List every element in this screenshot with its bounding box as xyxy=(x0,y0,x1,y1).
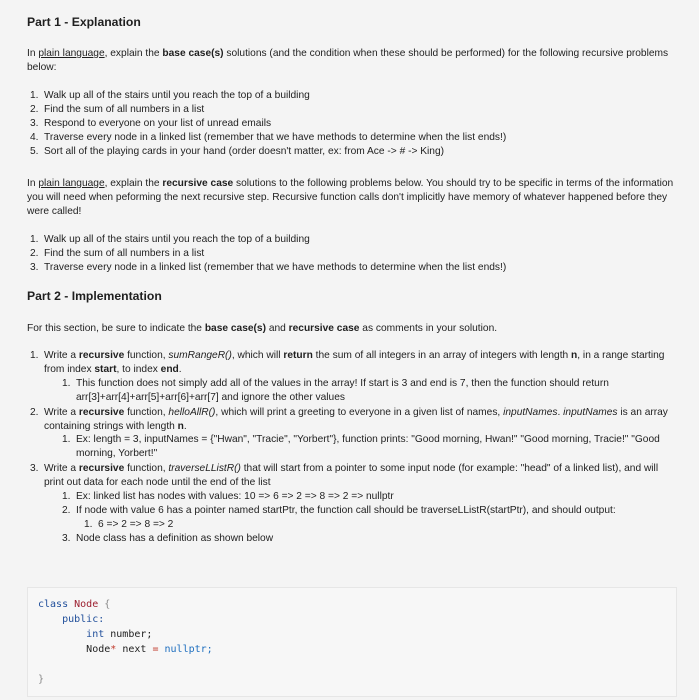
base-case-list xyxy=(30,89,674,159)
implementation-list xyxy=(30,349,674,546)
list-item: 1. Walk up all of the stairs until you reach the top of a building xyxy=(30,90,310,101)
sub-sub-list-item: 1. 6 => 2 => 8 => 2 xyxy=(84,518,174,530)
part2-heading: Part 2 - Implementation xyxy=(27,289,162,303)
sub-list xyxy=(44,377,674,405)
sub-list-item: 2. If node with value 6 has a pointer named startPtr, the function call should be traverseLListR(startPtr), and should output: 1. 6 => 2 => 8 => 2 xyxy=(76,504,674,532)
list-item: 2. Find the sum of all numbers in a list xyxy=(30,247,205,259)
list-item: 3. Traverse every node in a linked list (remember that we have methods to determine when the list ends!) xyxy=(30,261,507,273)
sub-list-item: 1. Ex: linked list has nodes with values: 10 => 6 => 2 => 8 => 2 => nullptr xyxy=(62,491,394,503)
plain-language-link[interactable]: plain language xyxy=(38,48,105,59)
sub-list-item: 1. This function does not simply add all of the values in the array! If start is 3 and end is 7, then the function should return arr[3]+arr[4]+arr[5]+arr[6]+arr[7] and ignore the other values xyxy=(62,377,609,403)
list-item: 1. Write a recursive function, sumRangeR(), which will return the sum of all integers in an array of integers with length n, in a range starting from index start, to index end. 1. This function does not simply add all of the values in the array! If start is 3 and end is 7, then the function should return arr[3]+arr[4]+arr[5]+arr[6]+arr[7] and ignore the other values xyxy=(44,349,674,405)
list-item: 5. Sort all of the playing cards in your hand (order doesn't matter, ex: from Ace -> # -> King) xyxy=(30,145,445,157)
list-item: 2. Write a recursive function, helloAllR(), which will print a greeting to everyone in a given list of names, inputNames. inputNames is an array containing strings with length n. 1. Ex: length = 3, inputNames = {"Hwan", "Tracie", "Yorbert"}, function prints: "Good morning, Hwan!" "Good morning, Tracie!" "Good morning, Yorbert!" xyxy=(44,406,674,462)
sub-list-item: 1. Ex: length = 3, inputNames = {"Hwan", "Tracie", "Yorbert"}, function prints: "Good morning, Hwan!" "Good morning, Tracie!" "Good morning, Yorbert!" xyxy=(62,434,660,460)
list-item: 3. Write a recursive function, traverseLListR() that will start from a pointer to some input node (for example: "head" of a linked list), and will print out data for each node until the end of the list 1. Ex: linked list has nodes with values: 10 => 6 => 2 => 8 => 2 => nullptr 2. If node with value 6 has a pointer named startPtr, the function call should be traverseLListR(startPtr), and should output: 1. 6 => 2 => 8 => 2 3. Node class has a definition as shown below xyxy=(44,462,674,545)
recursive-case-list xyxy=(30,233,674,275)
part1-heading: Part 1 - Explanation xyxy=(27,15,141,29)
sub-list-item: 3. Node class has a definition as shown below xyxy=(62,532,274,544)
part2-intro: For this section, be sure to indicate the base case(s) and recursive case as comments in your solution. xyxy=(27,323,498,334)
list-item: 1. Walk up all of the stairs until you reach the top of a building xyxy=(30,234,310,245)
list-item: 2. Find the sum of all numbers in a list xyxy=(30,103,205,115)
code-block: class Node { public: int number; Node* next = nullptr; } xyxy=(27,587,677,697)
list-item: 4. Traverse every node in a linked list (remember that we have methods to determine when the list ends!) xyxy=(30,131,507,143)
part1-intro: In plain language, explain the base case(s) solutions (and the condition when these should be performed) for the following recursive problems below: xyxy=(27,48,669,73)
plain-language-link[interactable]: plain language xyxy=(38,178,105,189)
sub-list xyxy=(44,433,674,461)
sub-sub-list xyxy=(76,518,674,532)
sub-list xyxy=(44,490,674,546)
list-item: 3. Respond to everyone on your list of unread emails xyxy=(30,117,272,129)
part1-intro2: In plain language, explain the recursive case solutions to the following problems below. You should try to be specific in terms of the information you will need when peforming the next recursive step. Recursive function calls don't implicitly have memory of whatever happened before they were called! xyxy=(27,178,674,217)
